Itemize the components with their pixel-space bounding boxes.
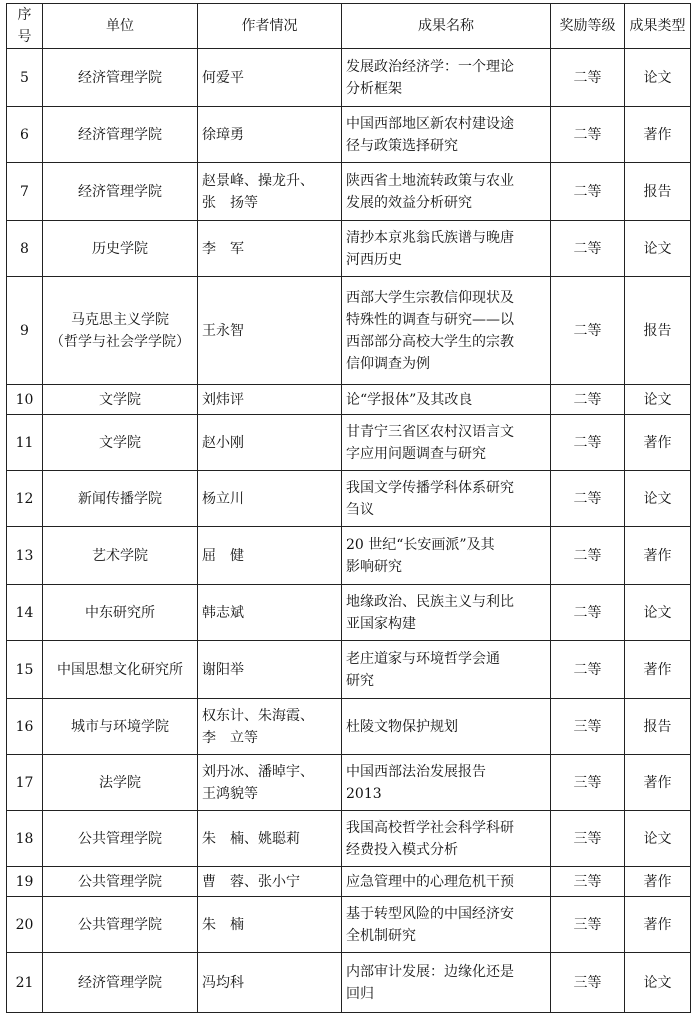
cell-no: 6 [7, 107, 43, 163]
cell-type: 著作 [625, 755, 691, 811]
cell-unit: 经济管理学院 [43, 49, 198, 107]
cell-type: 报告 [625, 163, 691, 221]
cell-unit: 城市与环境学院 [43, 699, 198, 755]
cell-no: 14 [7, 585, 43, 641]
table-row [7, 755, 691, 811]
table-row [7, 527, 691, 585]
table-row [7, 221, 691, 277]
table-row [7, 811, 691, 867]
cell-title: 杜陵文物保护规划 [342, 699, 551, 755]
cell-no: 16 [7, 699, 43, 755]
cell-no: 12 [7, 471, 43, 527]
header-unit: 单位 [43, 4, 198, 49]
cell-level: 二等 [551, 471, 625, 527]
cell-no: 19 [7, 867, 43, 897]
cell-type: 论文 [625, 811, 691, 867]
cell-no: 21 [7, 953, 43, 1013]
table-row [7, 585, 691, 641]
cell-author: 李 军 [198, 221, 342, 277]
cell-unit: 中东研究所 [43, 585, 198, 641]
cell-level: 二等 [551, 415, 625, 471]
cell-unit: 经济管理学院 [43, 163, 198, 221]
cell-level: 二等 [551, 49, 625, 107]
table-row [7, 471, 691, 527]
cell-level: 二等 [551, 221, 625, 277]
cell-unit: 文学院 [43, 415, 198, 471]
cell-title: 20 世纪“长安画派”及其 影响研究 [342, 527, 551, 585]
cell-level: 二等 [551, 527, 625, 585]
cell-level: 三等 [551, 811, 625, 867]
cell-author: 赵景峰、操龙升、 张 扬等 [198, 163, 342, 221]
cell-unit: 经济管理学院 [43, 953, 198, 1013]
cell-level: 二等 [551, 585, 625, 641]
header-title: 成果名称 [342, 4, 551, 49]
cell-level: 三等 [551, 953, 625, 1013]
table-row [7, 163, 691, 221]
cell-title: 甘青宁三省区农村汉语言文 字应用问题调查与研究 [342, 415, 551, 471]
header-row [7, 4, 691, 49]
cell-unit: 法学院 [43, 755, 198, 811]
header-author: 作者情况 [198, 4, 342, 49]
awards-table [6, 3, 691, 1013]
cell-author: 韩志斌 [198, 585, 342, 641]
header-type: 成果类型 [625, 4, 691, 49]
cell-no: 20 [7, 897, 43, 953]
cell-type: 著作 [625, 897, 691, 953]
cell-level: 二等 [551, 385, 625, 415]
table-row [7, 953, 691, 1013]
cell-title: 我国文学传播学科体系研究 刍议 [342, 471, 551, 527]
cell-author: 屈 健 [198, 527, 342, 585]
cell-author: 杨立川 [198, 471, 342, 527]
cell-author: 权东计、朱海霞、 李 立等 [198, 699, 342, 755]
cell-author: 朱 楠 [198, 897, 342, 953]
cell-no: 5 [7, 49, 43, 107]
cell-type: 论文 [625, 585, 691, 641]
cell-author: 谢阳举 [198, 641, 342, 699]
cell-author: 刘炜评 [198, 385, 342, 415]
cell-type: 论文 [625, 471, 691, 527]
cell-title: 地缘政治、民族主义与利比 亚国家构建 [342, 585, 551, 641]
cell-unit: 公共管理学院 [43, 897, 198, 953]
table-row [7, 415, 691, 471]
cell-title: 基于转型风险的中国经济安 全机制研究 [342, 897, 551, 953]
cell-author: 刘丹冰、潘晫宇、 王鸿貌等 [198, 755, 342, 811]
cell-title: 应急管理中的心理危机干预 [342, 867, 551, 897]
cell-title: 老庄道家与环境哲学会通 研究 [342, 641, 551, 699]
cell-type: 著作 [625, 867, 691, 897]
cell-title: 中国西部法治发展报告 2013 [342, 755, 551, 811]
cell-level: 二等 [551, 107, 625, 163]
header-no: 序号 [7, 4, 43, 49]
cell-no: 7 [7, 163, 43, 221]
cell-author: 曹 蓉、张小宁 [198, 867, 342, 897]
cell-no: 18 [7, 811, 43, 867]
cell-no: 15 [7, 641, 43, 699]
cell-unit: 中国思想文化研究所 [43, 641, 198, 699]
cell-type: 论文 [625, 385, 691, 415]
cell-unit: 公共管理学院 [43, 867, 198, 897]
table-row [7, 867, 691, 897]
table-body [7, 49, 691, 1013]
cell-title: 发展政治经济学：一个理论 分析框架 [342, 49, 551, 107]
cell-title: 陕西省土地流转政策与农业 发展的效益分析研究 [342, 163, 551, 221]
table-row [7, 385, 691, 415]
cell-level: 二等 [551, 277, 625, 385]
cell-type: 论文 [625, 221, 691, 277]
table-row [7, 49, 691, 107]
cell-author: 冯均科 [198, 953, 342, 1013]
cell-unit: 艺术学院 [43, 527, 198, 585]
cell-no: 17 [7, 755, 43, 811]
cell-unit: 公共管理学院 [43, 811, 198, 867]
table-row [7, 699, 691, 755]
cell-no: 8 [7, 221, 43, 277]
table-row [7, 897, 691, 953]
cell-no: 9 [7, 277, 43, 385]
cell-level: 二等 [551, 641, 625, 699]
cell-author: 赵小刚 [198, 415, 342, 471]
cell-type: 论文 [625, 953, 691, 1013]
cell-author: 朱 楠、姚聪莉 [198, 811, 342, 867]
cell-level: 二等 [551, 163, 625, 221]
cell-title: 论“学报体”及其改良 [342, 385, 551, 415]
cell-type: 著作 [625, 107, 691, 163]
cell-level: 三等 [551, 867, 625, 897]
table-row [7, 107, 691, 163]
cell-level: 三等 [551, 699, 625, 755]
cell-author: 何爱平 [198, 49, 342, 107]
cell-title: 内部审计发展：边缘化还是 回归 [342, 953, 551, 1013]
cell-title: 清抄本京兆翁氏族谱与晚唐 河西历史 [342, 221, 551, 277]
cell-type: 著作 [625, 415, 691, 471]
cell-unit: 历史学院 [43, 221, 198, 277]
cell-level: 三等 [551, 755, 625, 811]
cell-type: 著作 [625, 641, 691, 699]
table-row [7, 277, 691, 385]
cell-type: 报告 [625, 277, 691, 385]
cell-title: 中国西部地区新农村建设途 径与政策选择研究 [342, 107, 551, 163]
cell-no: 10 [7, 385, 43, 415]
cell-unit: 马克思主义学院 （哲学与社会学学院） [43, 277, 198, 385]
header-level: 奖励等级 [551, 4, 625, 49]
cell-author: 王永智 [198, 277, 342, 385]
cell-no: 13 [7, 527, 43, 585]
cell-unit: 经济管理学院 [43, 107, 198, 163]
cell-title: 我国高校哲学社会科学科研 经费投入模式分析 [342, 811, 551, 867]
cell-no: 11 [7, 415, 43, 471]
cell-unit: 新闻传播学院 [43, 471, 198, 527]
cell-level: 三等 [551, 897, 625, 953]
cell-unit: 文学院 [43, 385, 198, 415]
cell-author: 徐璋勇 [198, 107, 342, 163]
cell-type: 著作 [625, 527, 691, 585]
cell-type: 报告 [625, 699, 691, 755]
table-row [7, 641, 691, 699]
cell-type: 论文 [625, 49, 691, 107]
cell-title: 西部大学生宗教信仰现状及 特殊性的调查与研究——以 西部部分高校大学生的宗教 信仰调查为例 [342, 277, 551, 385]
